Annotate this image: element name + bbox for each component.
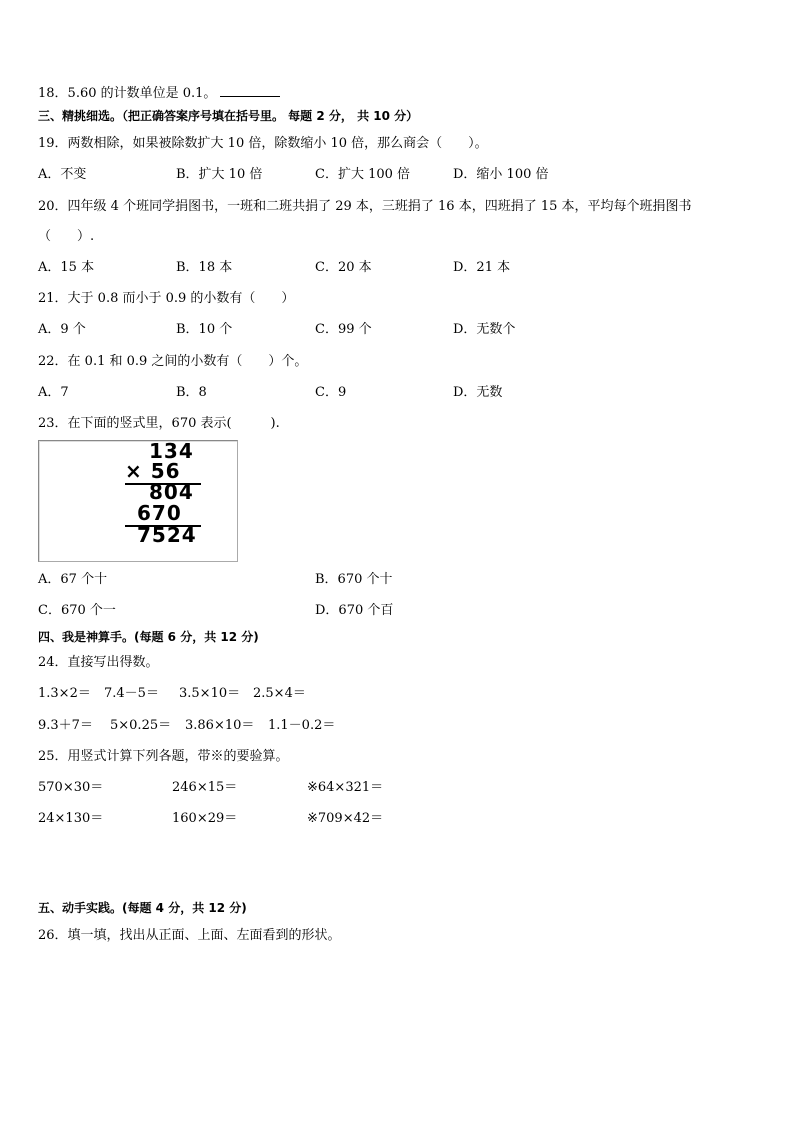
- question-21-text: 21．大于 0.8 而小于 0.9 的小数有（ ）: [38, 291, 295, 306]
- q23-option-d[interactable]: D．670 个百: [315, 603, 394, 618]
- calc-result: 7524: [137, 523, 197, 547]
- question-18: [38, 84, 280, 102]
- q21-option-d[interactable]: D．无数个: [453, 322, 516, 337]
- section-5-title: 五、动手实践。(每题 4 分，共 12 分): [38, 901, 247, 915]
- q25-item[interactable]: ※64×321＝: [307, 780, 384, 795]
- question-26-text: 26．填一填，找出从正面、上面、左面看到的形状。: [38, 928, 341, 943]
- question-20-text: 20．四年级 4 个班同学捐图书，一班和二班共捐了 29 本，三班捐了 16 本，四班捐了 15 本，平均每个班捐图书: [38, 199, 692, 214]
- q20-option-d[interactable]: D．21 本: [453, 260, 511, 275]
- q24-item[interactable]: 9.3＋7＝: [38, 718, 93, 733]
- q24-item[interactable]: 5×0.25＝: [110, 718, 172, 733]
- q22-option-a[interactable]: A．7: [38, 385, 69, 400]
- q21-option-c[interactable]: C．99 个: [315, 322, 372, 337]
- q20-option-a[interactable]: A．15 本: [38, 260, 95, 275]
- q19-option-a[interactable]: A．不变: [38, 167, 87, 182]
- q24-item[interactable]: 7.4－5＝: [104, 686, 159, 701]
- calc-multiplier: × 56: [125, 459, 181, 483]
- question-22-text: 22．在 0.1 和 0.9 之间的小数有（ ）个。: [38, 354, 308, 369]
- question-25-text: 25．用竖式计算下列各题，带※的要验算。: [38, 749, 289, 764]
- section-4-title: 四、我是神算手。(每题 6 分，共 12 分): [38, 630, 259, 644]
- q24-item[interactable]: 2.5×4＝: [253, 686, 306, 701]
- q19-option-d[interactable]: D．缩小 100 倍: [453, 167, 549, 182]
- q20-option-c[interactable]: C．20 本: [315, 260, 372, 275]
- q19-option-b[interactable]: B．扩大 10 倍: [176, 167, 263, 182]
- calc-partial-product-2: 670: [137, 501, 182, 525]
- question-19-text: 19．两数相除，如果被除数扩大 10 倍，除数缩小 10 倍，那么商会（ ）。: [38, 136, 488, 151]
- question-20-text-cont: （ ）.: [38, 229, 95, 244]
- q22-option-c[interactable]: C．9: [315, 385, 347, 400]
- question-18-text: 18．5.60 的计数单位是 0.1。: [38, 86, 217, 101]
- q25-item[interactable]: ※709×42＝: [307, 811, 384, 826]
- calc-partial-product-1: 804: [149, 480, 194, 504]
- q25-item[interactable]: 160×29＝: [172, 811, 238, 826]
- q24-item[interactable]: 1.3×2＝: [38, 686, 91, 701]
- q24-item[interactable]: 3.86×10＝: [185, 718, 255, 733]
- q25-item[interactable]: 24×130＝: [38, 811, 104, 826]
- q19-option-c[interactable]: C．扩大 100 倍: [315, 167, 411, 182]
- q23-option-c[interactable]: C．670 个一: [38, 603, 116, 618]
- q22-option-b[interactable]: B．8: [176, 385, 207, 400]
- q23-option-b[interactable]: B．670 个十: [315, 572, 393, 587]
- answer-blank[interactable]: [220, 84, 280, 97]
- q21-option-a[interactable]: A．9 个: [38, 322, 86, 337]
- q24-item[interactable]: 1.1－0.2＝: [268, 718, 336, 733]
- q25-item[interactable]: 246×15＝: [172, 780, 238, 795]
- question-23-text: 23．在下面的竖式里，670 表示( ).: [38, 416, 280, 431]
- q21-option-b[interactable]: B．10 个: [176, 322, 233, 337]
- vertical-multiplication-figure: [38, 440, 238, 562]
- calc-multiplicand: 134: [149, 439, 194, 463]
- question-24-text: 24．直接写出得数。: [38, 655, 159, 670]
- q20-option-b[interactable]: B．18 本: [176, 260, 233, 275]
- q22-option-d[interactable]: D．无数: [453, 385, 503, 400]
- section-3-title: 三、精挑细选。（把正确答案序号填在括号里。 每题 2 分， 共 10 分）: [38, 109, 419, 123]
- q24-item[interactable]: 3.5×10＝: [179, 686, 241, 701]
- q25-item[interactable]: 570×30＝: [38, 780, 104, 795]
- q23-option-a[interactable]: A．67 个十: [38, 572, 108, 587]
